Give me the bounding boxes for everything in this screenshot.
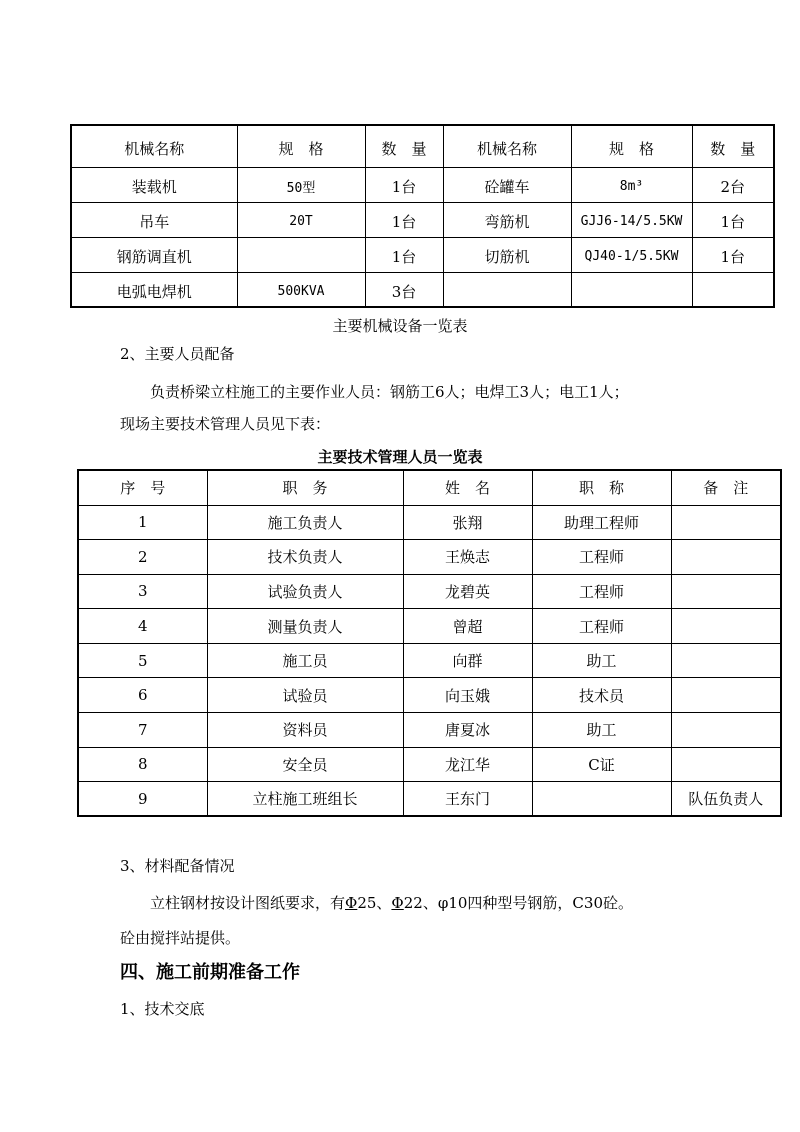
staff-table-row	[78, 540, 781, 575]
machine-table-caption: 主要机械设备一览表	[332, 317, 468, 335]
table-cell: 队伍负责人	[671, 782, 781, 817]
header-cell: 数 量	[365, 125, 443, 167]
table-cell: 龙江华	[403, 747, 532, 782]
table-cell: 电弧电焊机	[71, 272, 237, 307]
table-cell: 1台	[365, 167, 443, 202]
table-cell: 立柱施工班组长	[207, 782, 403, 817]
table-cell	[671, 609, 781, 644]
table-cell: GJJ6-14/5.5KW	[571, 202, 692, 237]
table-cell: 唐夏冰	[403, 713, 532, 748]
machine-table-row	[71, 167, 774, 202]
header-cell: 机械名称	[71, 125, 237, 167]
table-cell: 向群	[403, 643, 532, 678]
section-2-heading: 2、主要人员配备	[120, 345, 235, 363]
table-cell: 1台	[692, 202, 774, 237]
table-cell: 吊车	[71, 202, 237, 237]
machine-table-row	[71, 272, 774, 307]
table-cell: 7	[78, 713, 207, 748]
section-4-sub-1: 1、技术交底	[120, 1000, 205, 1018]
table-cell: 弯筋机	[443, 202, 571, 237]
section-4-heading: 四、施工前期准备工作	[120, 962, 300, 983]
table-cell: 1台	[692, 237, 774, 272]
table-cell: 钢筋调直机	[71, 237, 237, 272]
table-cell	[671, 713, 781, 748]
table-cell: 1台	[365, 202, 443, 237]
header-cell: 序 号	[78, 470, 207, 505]
table-cell: 张翔	[403, 505, 532, 540]
table-cell: 施工负责人	[207, 505, 403, 540]
table-cell: 王焕志	[403, 540, 532, 575]
machine-table-row	[71, 237, 774, 272]
staff-table-row	[78, 505, 781, 540]
staff-table-caption: 主要技术管理人员一览表	[317, 448, 483, 466]
table-cell	[671, 540, 781, 575]
table-cell: 6	[78, 678, 207, 713]
header-cell: 数 量	[692, 125, 774, 167]
table-cell: 3	[78, 574, 207, 609]
table-cell: 1	[78, 505, 207, 540]
table-cell	[237, 237, 365, 272]
table-cell: QJ40-1/5.5KW	[571, 237, 692, 272]
staff-table-row-header	[78, 470, 781, 505]
header-cell: 备 注	[671, 470, 781, 505]
table-cell: 助理工程师	[532, 505, 671, 540]
table-cell: 工程师	[532, 609, 671, 644]
line1-prefix: 立柱钢材按设计图纸要求，有	[150, 894, 346, 912]
table-cell: 8	[78, 747, 207, 782]
table-cell: 安全员	[207, 747, 403, 782]
staff-table-row	[78, 713, 781, 748]
table-cell	[671, 643, 781, 678]
table-cell: 切筋机	[443, 237, 571, 272]
table-cell: 500KVA	[237, 272, 365, 307]
table-cell: 试验负责人	[207, 574, 403, 609]
header-cell: 姓 名	[403, 470, 532, 505]
table-cell: 技术负责人	[207, 540, 403, 575]
staff-table-row	[78, 574, 781, 609]
table-cell: 砼罐车	[443, 167, 571, 202]
table-cell: 9	[78, 782, 207, 817]
section-2-para-2: 现场主要技术管理人员见下表：	[120, 415, 331, 433]
rebar-3: φ10	[437, 894, 468, 912]
table-cell: 5	[78, 643, 207, 678]
table-cell	[692, 272, 774, 307]
section-3-line-1	[150, 892, 633, 913]
table-cell: 8m³	[571, 167, 692, 202]
table-cell: 曾超	[403, 609, 532, 644]
table-cell: 工程师	[532, 540, 671, 575]
section-2-para-1: 负责桥梁立柱施工的主要作业人员：钢筋工6人；电焊工3人；电工1人；	[150, 383, 629, 401]
table-cell: 试验员	[207, 678, 403, 713]
staff-table-row	[78, 643, 781, 678]
rebar-2-size: 22、	[403, 894, 438, 912]
table-cell: 助工	[532, 643, 671, 678]
staff-table-row	[78, 678, 781, 713]
machine-equipment-table	[70, 124, 775, 308]
line1-suffix: 四种型号钢筋，C30砼。	[467, 894, 633, 912]
table-cell: 50型	[237, 167, 365, 202]
table-cell: 施工员	[207, 643, 403, 678]
table-cell	[571, 272, 692, 307]
table-cell	[671, 747, 781, 782]
table-cell: 1台	[365, 237, 443, 272]
staff-table	[77, 469, 782, 817]
table-cell: 2台	[692, 167, 774, 202]
staff-table-row	[78, 609, 781, 644]
table-cell: 助工	[532, 713, 671, 748]
table-cell: 3台	[365, 272, 443, 307]
table-cell	[443, 272, 571, 307]
section-3-heading: 3、材料配备情况	[120, 857, 235, 875]
header-cell: 规 格	[237, 125, 365, 167]
rebar-2-symbol: Φ	[391, 894, 404, 912]
table-cell	[671, 505, 781, 540]
table-cell: 装载机	[71, 167, 237, 202]
table-cell	[532, 782, 671, 817]
header-cell: 规 格	[571, 125, 692, 167]
header-cell: 职 务	[207, 470, 403, 505]
table-cell: 龙碧英	[403, 574, 532, 609]
section-3-line-2: 砼由搅拌站提供。	[120, 929, 241, 947]
machine-table-row-header	[71, 125, 774, 167]
table-cell: 测量负责人	[207, 609, 403, 644]
staff-table-row	[78, 782, 781, 817]
table-cell: 资料员	[207, 713, 403, 748]
machine-table-row	[71, 202, 774, 237]
table-cell: 工程师	[532, 574, 671, 609]
table-cell: 2	[78, 540, 207, 575]
rebar-1-symbol: Φ	[345, 894, 358, 912]
table-cell	[671, 678, 781, 713]
staff-table-row	[78, 747, 781, 782]
table-cell: 4	[78, 609, 207, 644]
rebar-1-size: 25、	[357, 894, 392, 912]
table-cell	[671, 574, 781, 609]
table-cell: C证	[532, 747, 671, 782]
table-cell: 技术员	[532, 678, 671, 713]
table-cell: 向玉娥	[403, 678, 532, 713]
table-cell: 20T	[237, 202, 365, 237]
table-cell: 王东门	[403, 782, 532, 817]
header-cell: 机械名称	[443, 125, 571, 167]
header-cell: 职 称	[532, 470, 671, 505]
